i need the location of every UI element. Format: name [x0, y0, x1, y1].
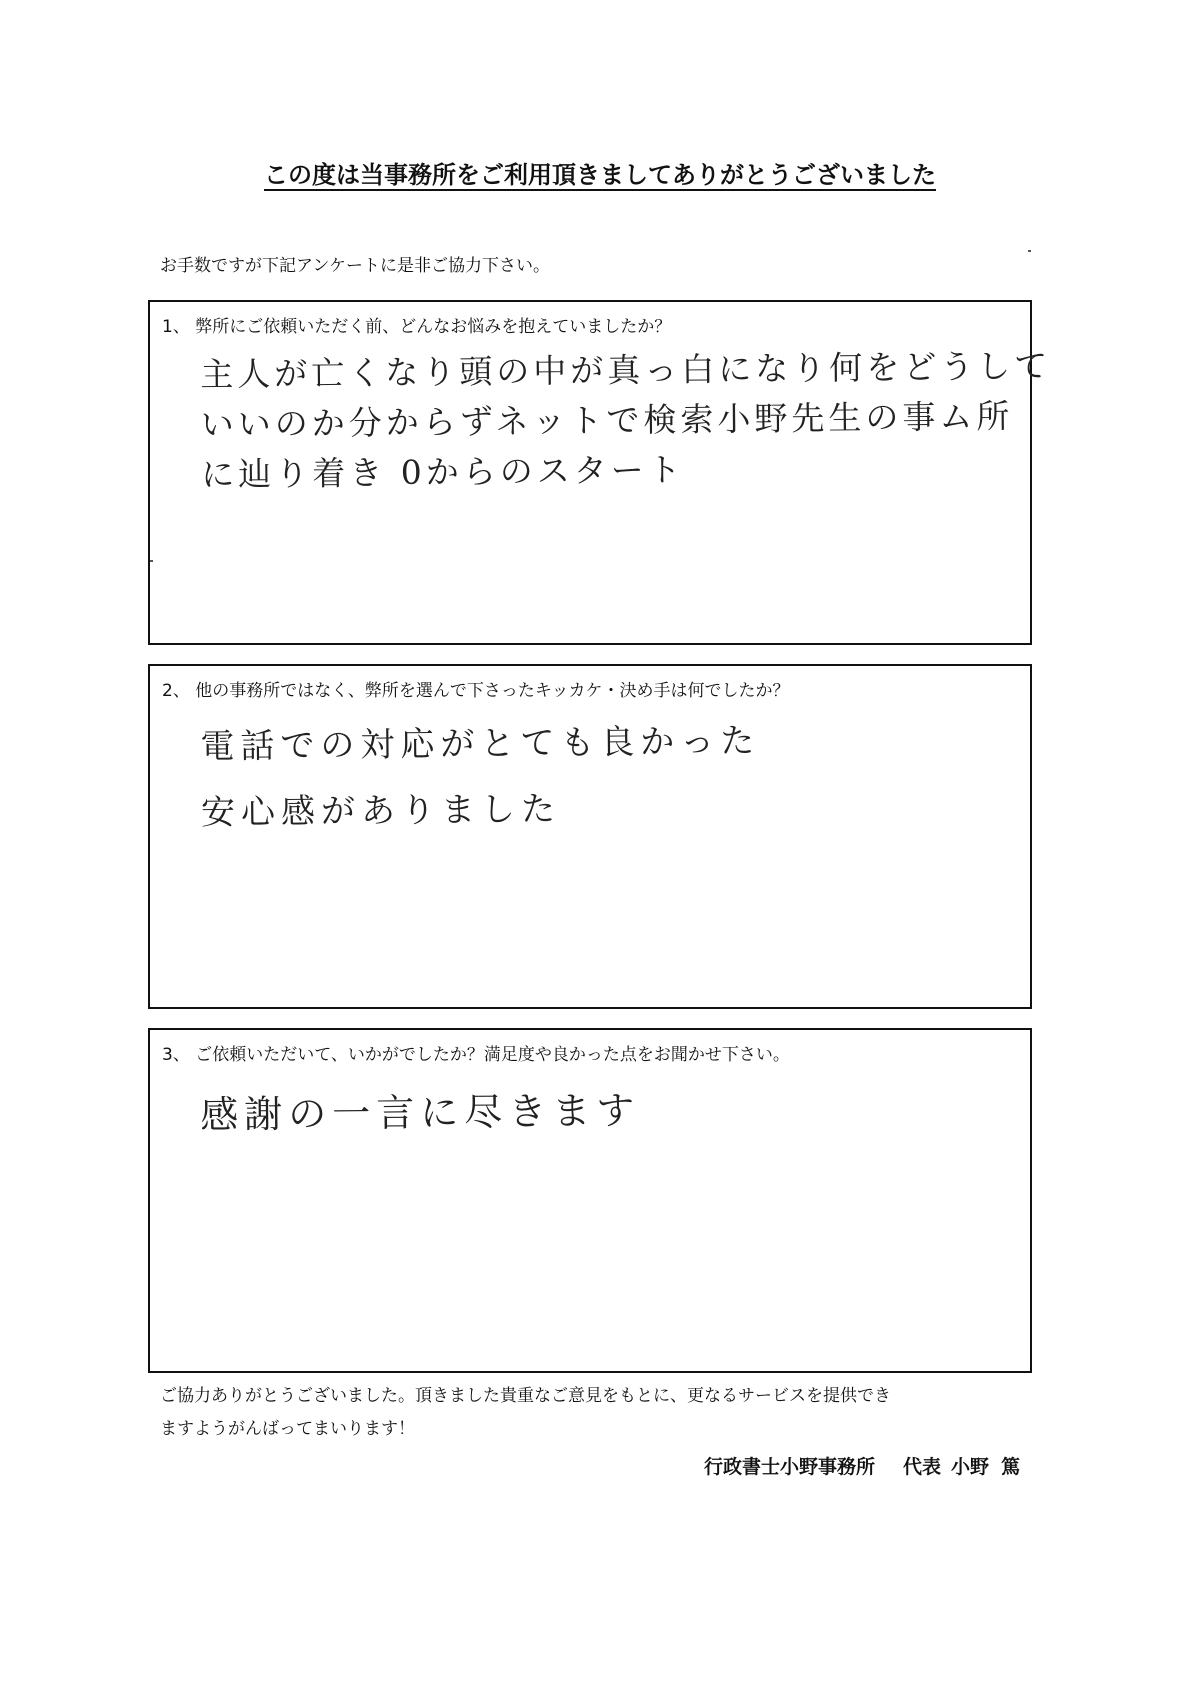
answer-2: [200, 706, 1001, 846]
answer-line: 主人が亡くなり頭の中が真っ白になり何をどうして: [200, 346, 1052, 394]
question-box-2: [148, 664, 1032, 1009]
representative-surname: 小野: [950, 1456, 989, 1478]
representative-role: 代表: [902, 1456, 941, 1478]
answer-line: 電話での対応がとても良かった: [200, 721, 761, 767]
answer-line: 安心感がありました: [200, 789, 562, 833]
answer-1: [200, 342, 1052, 500]
signature: [704, 1452, 1020, 1479]
scan-speck: [1028, 250, 1031, 252]
representative-given-name: 篤: [1000, 1456, 1020, 1478]
closing-line: ますようがんばってまいります！: [160, 1419, 415, 1439]
page-title-text: この度は当事務所をご利用頂きましてありがとうございました: [264, 161, 936, 189]
question-label-2: 2、 他の事務所ではなく、弊所を選んで下さったキッカケ・決め手は何でしたか？: [162, 681, 790, 701]
answer-line: いいのか分からずネットで検索小野先生の事ム所: [200, 396, 1014, 444]
office-name: 行政書士小野事務所: [703, 1456, 875, 1478]
answer-line: に辿り着き 0からのスタート: [201, 449, 685, 494]
closing-message: [160, 1380, 1040, 1446]
question-label-3: 3、 ご依頼いただいて、いかがでしたか？満足度や良かった点をお聞かせ下さい。: [162, 1045, 790, 1065]
question-box-1: [148, 300, 1052, 645]
closing-line: ご協力ありがとうございました。頂きました貴重なご意見をもとに、更なるサービスを提供でき: [160, 1386, 891, 1406]
question-box-3: [148, 1028, 1032, 1373]
page-title: [0, 155, 1200, 190]
answer-3: [200, 1082, 1000, 1140]
intro-text: お手数ですが下記アンケートに是非ご協力下さい。: [160, 256, 550, 276]
question-label-1: 1、 弊所にご依頼いただく前、どんなお悩みを抱えていましたか？: [162, 317, 672, 337]
scan-speck: [150, 560, 153, 562]
answer-line: 感謝の一言に尽きます: [200, 1088, 641, 1137]
